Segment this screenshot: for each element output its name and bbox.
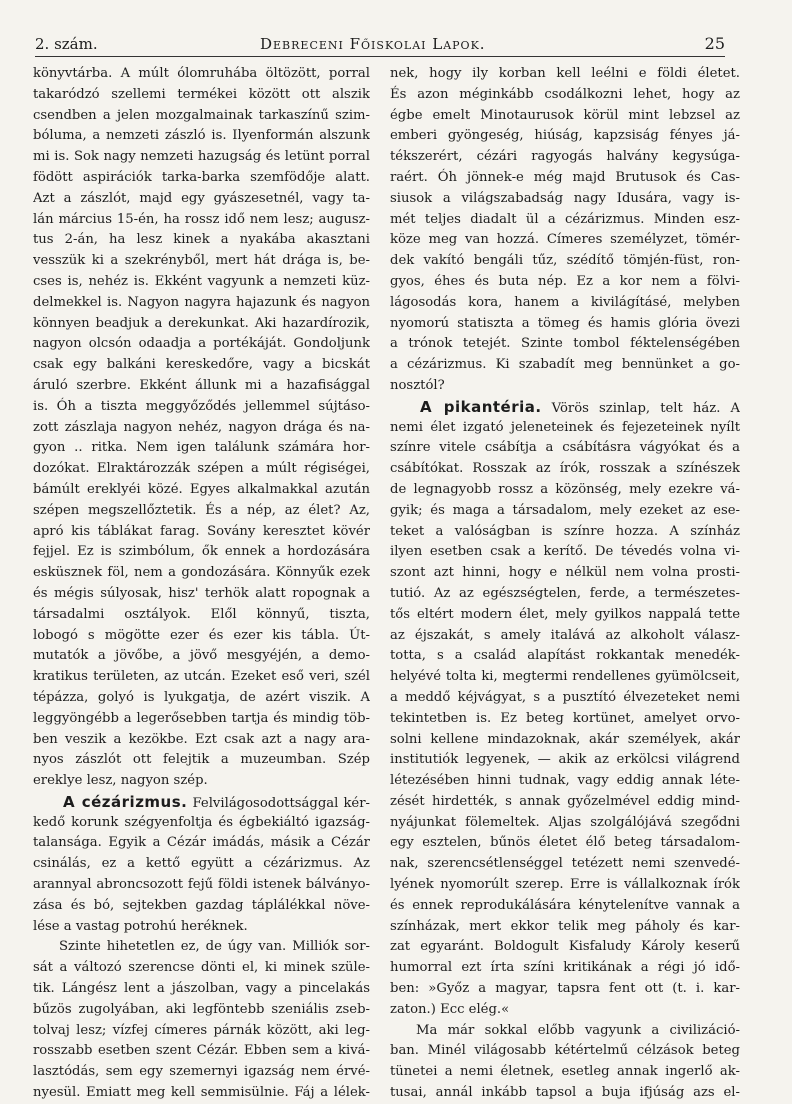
text-line: tős eltért modern élet, mely gyilkos nappalá tette <box>390 606 740 622</box>
text-line: teket a valóságban is színre hozza. A színház <box>390 523 740 539</box>
text-line: ben: »Győz a magyar, tapsra fent ott (t. i. kar- <box>390 981 740 997</box>
text-line: zat egyaránt. Boldogult Kisfaludy Károly keserű <box>390 939 740 955</box>
text-line: csak egy balkáni kereskedőre, vagy a bicskát <box>33 357 370 373</box>
text-line: zott zászlaja nagyon nehéz, nagyon drága és na- <box>33 419 370 435</box>
text-line: nak, szerencsétlenséggel tetézett nemi szenvedé- <box>390 856 740 872</box>
text-line: delmekkel is. Nagyon nagyra hajazunk és nagyon <box>33 294 370 310</box>
text-line: takaródzó szellemi termékei között ott alszik <box>33 86 370 102</box>
text-line: tékszerért, cézári ragyogás halvány kegysúga- <box>390 149 740 165</box>
issue-number: 2. szám. <box>35 35 98 53</box>
text-line: köze meg van hozzá. Címeres személyzet, tömér- <box>390 232 740 248</box>
text-line: vesszük ki a szekrényből, mert hát drága is, be- <box>33 253 370 269</box>
text-line: létezésében hinni tudnak, vagy eddig annak léte- <box>390 773 740 789</box>
section-lead-text: Vörös szinlap, telt ház. A <box>541 400 740 416</box>
text-line: csendben a jelen mozgalmainak tarkaszínű szim- <box>33 107 370 123</box>
text-line: tusai, annál inkább tapsol a buja ifjúság azs el- <box>390 1085 740 1101</box>
text-line: sát a változó szerencse dönti el, ki minek szüle- <box>33 960 370 976</box>
text-line: lése a vastag potrohú heréknek. <box>33 918 248 934</box>
text-line: bóluma, a nemzeti zászló is. Ilyenformán alszunk <box>33 128 370 144</box>
section-title: A cézárizmus. <box>63 792 188 811</box>
text-line: mi is. Sok nagy nemzeti hazugság és letünt porral <box>33 149 370 165</box>
text-line: totta, s a család alapítást rokkantak menedék- <box>390 648 740 664</box>
page-header <box>35 28 725 57</box>
text-line: nosztól? <box>390 377 445 393</box>
text-line: esküsznek föl, nem a gondozására. Könnyűk ezek <box>33 565 370 581</box>
text-line: kedő korunk szégyenfoltja és égbekiáltó igazság- <box>33 814 370 830</box>
text-line: lyének nyomorúlt szerep. Erre is vállalkoznak írók <box>390 877 740 893</box>
text-line: szont azt hinni, hogy e nélkül nem volna prosti- <box>390 565 740 581</box>
text-line: zása és bó, sejtekben gazdag táplálékkal növe- <box>33 897 370 913</box>
text-line: ben veszik a kezökbe. Ezt csak azt a nagy ara- <box>33 731 370 747</box>
text-line: lágosodás kora, hanem a kivilágításé, melyben <box>390 294 740 310</box>
page-number: 25 <box>704 34 725 53</box>
text-line: csábítókat. Rosszak az írók, rosszak a színészek <box>390 461 740 477</box>
text-line: raért. Óh jönnek-e még majd Brutusok és Cas- <box>390 169 740 185</box>
text-line: lasztódás, sem egy szemernyi igazság nem érvé- <box>33 1064 370 1080</box>
text-line: ban. Minél világosabb kétértelmű célzások beteg <box>390 1043 740 1059</box>
text-line: dozókat. Elraktározzák szépen a múlt régiségei, <box>33 461 370 477</box>
text-line: nemi élet izgató jeleneteinek és fejezeteinek nyílt <box>390 419 740 435</box>
text-line: színre vitele csábítja a csábításra vágyókat és a <box>390 440 740 456</box>
text-line: és mégis súlyosak, hisz' terhök alatt ropognak a <box>33 585 370 601</box>
text-line: gyik; és maga a társadalom, mely ezeket az ese- <box>390 502 740 518</box>
text-line: rosszabb esetben szent Cézár. Ebben sem a kivá- <box>33 1043 370 1059</box>
text-line: társadalmi osztályok. Elől könnyű, tiszta, <box>33 606 370 622</box>
text-line: tus 2-án, ha lesz kinek a nyakába akasztani <box>33 232 370 248</box>
text-line: Azt a zászlót, majd egy gyászesetnél, vagy ta- <box>33 190 370 206</box>
text-line: fejjel. Ez is szimbólum, ők ennek a hordozására <box>33 544 370 560</box>
right-column <box>390 64 740 1104</box>
text-line: egy esztelen, bűnös életet élő beteg társadalom- <box>390 835 740 851</box>
text-line: mét teljes diadalt ül a cézárizmus. Minden esz- <box>390 211 740 227</box>
section-heading-line <box>390 397 740 418</box>
text-line: lán március 15-én, ha rossz idő nem lesz; augusz- <box>33 211 370 227</box>
text-line: institutiók legyenek, — akik az erkölcsi világrend <box>390 752 740 768</box>
text-line: de legnagyobb rossz a közönség, mely ezekre vá- <box>390 481 740 497</box>
text-line: zaton.) Ecc elég.« <box>390 1001 510 1017</box>
text-line: tépázza, golyó is lyukgatja, de azért viszik. A <box>33 689 370 705</box>
left-column <box>33 64 370 1104</box>
text-line: is. Óh a tiszta meggyőződés jellemmel sújtáso- <box>33 398 370 414</box>
text-line: könnyen beadjuk a derekunkat. Aki hazardírozik, <box>33 315 370 331</box>
text-line: cses is, nehéz is. Ekként vagyunk a nemzeti küz- <box>33 273 370 289</box>
text-line: emberi gyöngeség, hiúság, kapzsiság fényes já- <box>390 128 740 144</box>
text-line: dek vakító bengáli tűz, szédítő tömjén-füst, ron- <box>390 253 740 269</box>
text-line: kratikus területen, az utcán. Ezeket eső veri, szél <box>33 669 370 685</box>
text-line: nyájunkat fölemeltek. Aljas szolgálójává szegődni <box>390 814 740 830</box>
text-line: apró kis táblákat farag. Sovány keresztet kövér <box>33 523 370 539</box>
text-line: csinálás, ez a kettő együtt a cézárizmus. Az <box>33 856 370 872</box>
text-line: bűzös zugolyában, aki legföntebb szeniális zseb- <box>33 1001 370 1017</box>
text-line: tutió. Az az egészségtelen, ferde, a természetes- <box>390 585 740 601</box>
text-line: a trónok tetejét. Szinte tombol féktelenségében <box>390 336 740 352</box>
text-line: áruló szerbre. Ekként állunk mi a hazafisággal <box>33 377 370 393</box>
text-line: tolvaj lesz; vízfej címeres párnák között, aki leg- <box>33 1022 370 1038</box>
text-line: nyesül. Emiatt meg kell semmisülnie. Fáj a lélek- <box>33 1085 370 1101</box>
text-line: arannyal abroncsozott fejű földi istenek bálványo- <box>33 877 370 893</box>
text-line: bámúlt ereklyéi közé. Egyes alkalmakkal azután <box>33 481 370 497</box>
text-line: és ennek reprodukálására kénytelenítve vannak a <box>390 897 740 913</box>
text-line: És azon méginkább csodálkozni lehet, hogy az <box>390 86 740 102</box>
journal-title: Debreceni Főiskolai Lapok. <box>260 35 486 53</box>
section-title: A pikantéria. <box>420 397 542 416</box>
text-line: tekintetben is. Ez beteg kortünet, amelyet orvo- <box>390 710 740 726</box>
text-line: lobogó s mögötte ezer és ezer kis tábla. Út- <box>33 627 370 643</box>
text-line: ereklye lesz, nagyon szép. <box>33 773 208 789</box>
text-line: az éjszakát, s amely italává az alkoholt válasz- <box>390 627 740 643</box>
text-line: a cézárizmus. Ki szabadít meg bennünket a go- <box>390 357 740 373</box>
text-line: égbe emelt Minotaurusok körül mint lebzsel az <box>390 107 740 123</box>
text-line: nyomorú statiszta a tömeg és hamis glória övezi <box>390 315 740 331</box>
text-line: födött aspirációk tarka-barka szemfödője alatt. <box>33 169 370 185</box>
text-line: tünetei a nemi életnek, esetleg annak ingerlő ak- <box>390 1064 740 1080</box>
text-line: Szinte hihetetlen ez, de úgy van. Milliók sor- <box>59 939 370 955</box>
text-line: tik. Lángész lent a jászolban, vagy a pincelakás <box>33 981 370 997</box>
text-line: zését hirdették, s annak győzelmével eddig mind- <box>390 793 740 809</box>
text-line: Ma már sokkal előbb vagyunk a civilizáció- <box>416 1022 740 1038</box>
text-line: gyos, éhes és buta nép. Ez a kor nem a fölvi- <box>390 273 740 289</box>
section-heading-line <box>33 792 370 813</box>
text-line: solni kellene mindazoknak, akár személyek, akár <box>390 731 740 747</box>
text-line: humorral ezt írta színi kritikának a régi jó idő- <box>390 960 740 976</box>
text-line: gyon .. ritka. Nem igen találunk számára hor- <box>33 440 370 456</box>
text-line: színházak, mert ekkor telik meg páholy és kar- <box>390 918 740 934</box>
text-line: nagyon olcsón odaadja a portékáját. Gondoljunk <box>33 336 370 352</box>
text-line: talansága. Egyik a Cézár imádás, másik a Cézár <box>33 835 370 851</box>
text-line: nek, hogy ily korban kell leélni e földi életet. <box>390 66 740 81</box>
text-line: könyvtárba. A múlt ólomruhába öltözött, porral <box>33 66 370 81</box>
text-line: mutatók a jövőbe, a jövő mesgyéjén, a demo- <box>33 648 370 664</box>
text-line: szépen megszellőztetik. És a nép, az élet? Az, <box>33 502 370 518</box>
text-line: a meddő kéjvágyat, s a pusztító élvezeteket nemi <box>390 689 740 705</box>
text-line: siusok a világszabadság nagy Idusára, vagy is- <box>390 190 740 206</box>
text-line: ilyen esetben csak a kerítő. De tévedés volna vi- <box>390 544 740 560</box>
text-line: helyévé tolta ki, megtermi rendellenes gyümölcseit, <box>390 669 740 685</box>
section-lead-text: Felvilágosodottsággal kér- <box>187 795 370 811</box>
text-line: nyos zászlót ott felejtik a muzeumban. Szép <box>33 752 370 768</box>
text-line: leggyöngébb a legerősebben tartja és mindig töb- <box>33 710 370 726</box>
